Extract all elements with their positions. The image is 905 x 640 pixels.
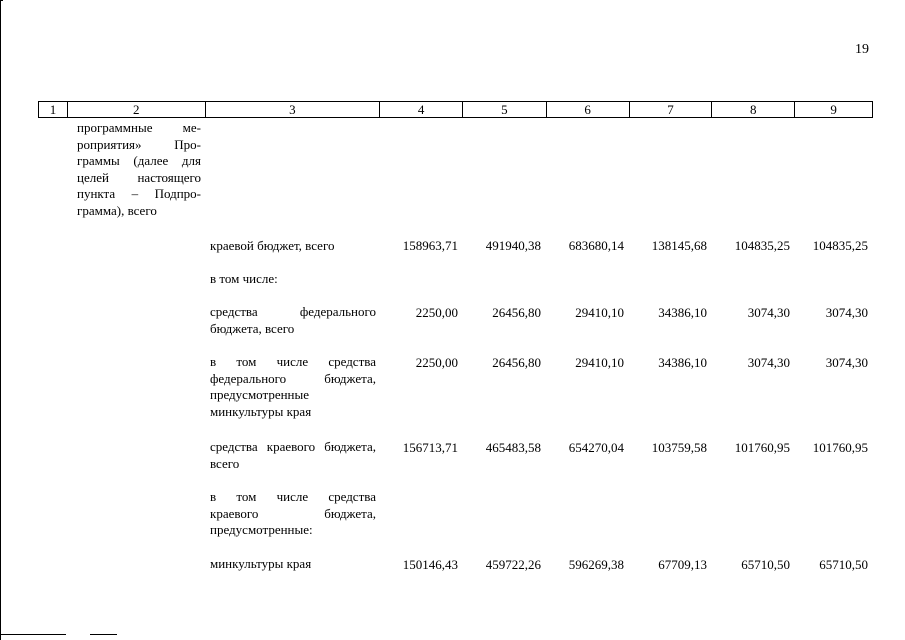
header-col-9: 9 (830, 102, 837, 117)
value-cell: 156713,71 (402, 440, 458, 455)
value-cell: 465483,58 (485, 440, 541, 455)
value-cell: 67709,13 (658, 557, 707, 572)
footer-rule (0, 634, 66, 635)
header-col-2: 2 (68, 102, 206, 117)
row-label: краевой бюджет, всего (210, 238, 335, 253)
value-cell: 150146,43 (402, 557, 458, 572)
value-cell: 491940,38 (485, 238, 541, 253)
row-label: в том числе: (210, 271, 278, 286)
value-cell: 2250,00 (415, 305, 458, 320)
value-cell: 3074,30 (747, 305, 790, 320)
table-header-row (38, 101, 873, 118)
value-cell: 3074,30 (825, 355, 868, 370)
footer-rule-short (90, 634, 117, 635)
row-label: в том числе средства федерального бюджета, предусмотренные минкультуры края (210, 354, 376, 419)
value-cell: 29410,10 (575, 305, 624, 320)
value-cell: 101760,95 (734, 440, 790, 455)
header-col-5: 5 (463, 102, 547, 117)
value-cell: 596269,38 (568, 557, 624, 572)
value-cell: 104835,25 (812, 238, 868, 253)
value-cell: 103759,58 (651, 440, 707, 455)
page-edge-tick (0, 0, 3, 1)
value-cell: 26456,80 (492, 355, 541, 370)
value-cell: 26456,80 (492, 305, 541, 320)
value-cell: 65710,50 (741, 557, 790, 572)
value-cell: 101760,95 (812, 440, 868, 455)
header-col-7: 7 (630, 102, 713, 117)
value-cell: 158963,71 (402, 238, 458, 253)
value-cell: 654270,04 (568, 440, 624, 455)
row-label: средства краевого бюджета, всего (210, 439, 376, 471)
value-cell: 459722,26 (485, 557, 541, 572)
row-label: в том числе средства краевого бюджета, предусмотренные: (210, 489, 376, 538)
page-left-edge (0, 0, 1, 640)
value-cell: 34386,10 (658, 355, 707, 370)
row-label: средства федерального бюджета, всего (210, 304, 376, 336)
value-cell: 683680,14 (568, 238, 624, 253)
value-cell: 3074,30 (825, 305, 868, 320)
row-title: программные ме-роприятия» Про-граммы (далее для целей настоящего пункта – Подпро-грамма), всего (77, 120, 201, 218)
value-cell: 29410,10 (575, 355, 624, 370)
row-label: минкультуры края (210, 556, 312, 571)
page-number: 19 (855, 42, 869, 57)
header-col-6: 6 (547, 102, 630, 117)
value-cell: 3074,30 (747, 355, 790, 370)
value-cell: 65710,50 (819, 557, 868, 572)
value-cell: 34386,10 (658, 305, 707, 320)
header-col-4: 4 (380, 102, 463, 117)
header-col-1: 1 (39, 102, 68, 117)
header-col-3: 3 (206, 102, 381, 117)
value-cell: 104835,25 (734, 238, 790, 253)
value-cell: 2250,00 (415, 355, 458, 370)
header-col-8: 8 (712, 102, 795, 117)
value-cell: 138145,68 (651, 238, 707, 253)
